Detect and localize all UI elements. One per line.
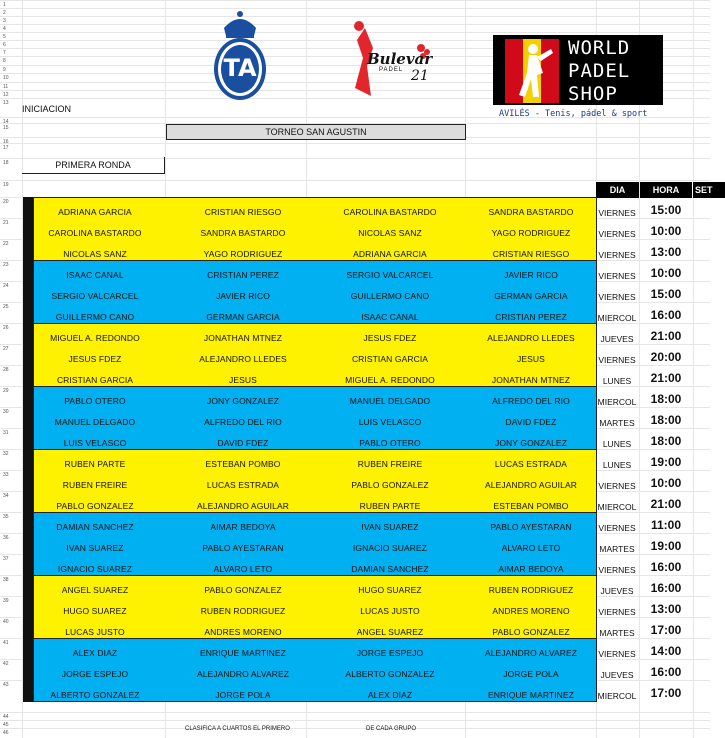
- player-cell: NICOLAS SANZ: [63, 249, 127, 259]
- player-cell: DAVID FDEZ: [217, 438, 269, 448]
- player-cell: HUGO SUAREZ: [358, 585, 422, 595]
- row-number: 36: [3, 535, 9, 541]
- row-separator: [0, 728, 710, 729]
- match-day: VIERNES: [598, 607, 636, 617]
- footer-note-2: DE CADA GRUPO: [366, 726, 417, 732]
- match-day: MIERCOL: [597, 397, 637, 407]
- player-cell: DAMIAN SANCHEZ: [351, 564, 429, 574]
- player-cell: RUBEN PARTE: [64, 459, 126, 469]
- row-number: 9: [3, 67, 6, 73]
- player-cell: ISAAC CANAL: [66, 270, 124, 280]
- player-cell: ALEJANDRO LLEDES: [199, 354, 287, 364]
- row-number: 43: [3, 682, 9, 688]
- player-cell: MIGUEL A. REDONDO: [50, 333, 140, 343]
- player-cell: ANGEL SUAREZ: [356, 627, 424, 637]
- club-crest-logo: [210, 6, 270, 102]
- player-cell: PABLO GONZALEZ: [56, 501, 134, 511]
- bulevar-number: 21: [411, 68, 429, 84]
- bulevar-padel-logo: [345, 18, 437, 100]
- player-cell: ALEJANDRO LLEDES: [487, 333, 575, 343]
- match-time: 18:00: [650, 413, 682, 427]
- player-cell: CRISTIAN GARCIA: [351, 354, 429, 364]
- row-number: 23: [3, 262, 9, 268]
- player-cell: JONY GONZALEZ: [495, 438, 567, 448]
- player-cell: MIGUEL A. REDONDO: [345, 375, 435, 385]
- column-separator: [693, 0, 694, 738]
- row-separator: [0, 712, 710, 713]
- section-label: INICIACION: [22, 104, 72, 114]
- row-number: 17: [3, 145, 9, 151]
- row-number: 1: [3, 2, 6, 8]
- match-day: VIERNES: [598, 481, 636, 491]
- row-number: 20: [3, 199, 9, 205]
- match-time: 17:00: [650, 686, 682, 700]
- player-cell: PABLO GONZALEZ: [204, 585, 282, 595]
- row-number: 41: [3, 640, 9, 646]
- footer-note-1: CLASIFICA A CUARTOS EL PRIMERO: [185, 726, 290, 732]
- player-cell: CAROLINA BASTARDO: [48, 228, 142, 238]
- shop-line-1: WORLD: [568, 37, 631, 59]
- row-number: 28: [3, 367, 9, 373]
- player-cell: LUIS VELASCO: [63, 438, 127, 448]
- player-cell: ANGEL SUAREZ: [61, 585, 129, 595]
- match-day: VIERNES: [598, 565, 636, 575]
- player-cell: IVAN SUAREZ: [361, 522, 419, 532]
- player-cell: HUGO SUAREZ: [63, 606, 127, 616]
- match-day: VIERNES: [598, 649, 636, 659]
- shop-tagline: AVILÉS - Tenis, pádel & sport: [499, 109, 648, 119]
- row-number: 19: [3, 182, 9, 188]
- match-day: VIERNES: [598, 229, 636, 239]
- player-cell: PABLO GONZALEZ: [351, 480, 429, 490]
- player-cell: PABLO OTERO: [64, 396, 126, 406]
- player-cell: JORGE POLA: [503, 669, 559, 679]
- player-cell: DAVID FDEZ: [505, 417, 557, 427]
- match-time: 21:00: [650, 329, 682, 343]
- match-time: 19:00: [650, 455, 682, 469]
- player-cell: ALEJANDRO AGUILAR: [485, 480, 577, 490]
- row-number: 4: [3, 26, 6, 32]
- player-cell: YAGO RODRIGUEZ: [203, 249, 283, 259]
- player-cell: CRISTIAN GARCIA: [56, 375, 134, 385]
- row-number: 8: [3, 58, 6, 64]
- match-day: MARTES: [599, 544, 635, 554]
- row-number: 40: [3, 619, 9, 625]
- row-number: 24: [3, 283, 9, 289]
- shop-line-2: PADEL: [568, 60, 631, 82]
- player-cell: ANDRES MORENO: [492, 606, 570, 616]
- row-number: 34: [3, 493, 9, 499]
- bulevar-name: Bulevar: [367, 50, 433, 68]
- player-cell: ESTEBAN POMBO: [205, 459, 281, 469]
- match-day: VIERNES: [598, 523, 636, 533]
- row-number: 46: [3, 730, 9, 736]
- row-number: 15: [3, 125, 9, 131]
- match-day: MIERCOL: [597, 313, 637, 323]
- player-cell: ENRIQUE MARTINEZ: [488, 690, 574, 700]
- player-cell: IVAN SUAREZ: [66, 543, 124, 553]
- row-number: 31: [3, 430, 9, 436]
- player-cell: GERMAN GARCIA: [494, 291, 568, 301]
- match-time: 16:00: [650, 581, 682, 595]
- player-cell: MANUEL DELGADO: [54, 417, 136, 427]
- row-number: 11: [3, 84, 9, 90]
- player-cell: CRISTIAN PEREZ: [495, 312, 567, 322]
- row-number: 30: [3, 409, 9, 415]
- player-cell: SERGIO VALCARCEL: [51, 291, 139, 301]
- player-cell: ALFREDO DEL RIO: [204, 417, 282, 427]
- player-cell: JORGE POLA: [215, 690, 271, 700]
- player-cell: ENRIQUE MARTINEZ: [200, 648, 286, 658]
- player-cell: AIMAR BEDOYA: [210, 522, 276, 532]
- match-day: LUNES: [602, 460, 632, 470]
- row-number: 32: [3, 451, 9, 457]
- match-time: 10:00: [650, 476, 682, 490]
- player-cell: PABLO AYESTARAN: [202, 543, 284, 553]
- match-day: MIERCOL: [597, 502, 637, 512]
- match-time: 14:00: [650, 644, 682, 658]
- row-separator: [0, 180, 710, 181]
- player-cell: IGNACIO SUAREZ: [352, 543, 428, 553]
- row-number: 29: [3, 388, 9, 394]
- player-cell: ALFREDO DEL RIO: [492, 396, 570, 406]
- match-time: 10:00: [650, 266, 682, 280]
- match-time: 17:00: [650, 623, 682, 637]
- match-day: VIERNES: [598, 250, 636, 260]
- player-cell: ANDRES MORENO: [204, 627, 282, 637]
- match-time: 10:00: [650, 224, 682, 238]
- player-cell: ALEJANDRO ALVAREZ: [484, 648, 578, 658]
- player-cell: ALBERTO GONZALEZ: [50, 690, 140, 700]
- player-cell: ALEJANDRO AGUILAR: [197, 501, 289, 511]
- player-cell: LUCAS ESTRADA: [494, 459, 568, 469]
- row-number: 39: [3, 598, 9, 604]
- player-cell: JESUS: [229, 375, 257, 385]
- row-number: 6: [3, 42, 6, 48]
- row-number: 12: [3, 92, 9, 98]
- player-cell: JONATHAN MTNEZ: [491, 375, 571, 385]
- player-cell: LUIS VELASCO: [358, 417, 422, 427]
- player-cell: JESUS: [517, 354, 545, 364]
- row-separator: [0, 720, 710, 721]
- match-day: MARTES: [599, 628, 635, 638]
- match-day: LUNES: [602, 439, 632, 449]
- player-cell: CAROLINA BASTARDO: [343, 207, 437, 217]
- match-time: 13:00: [650, 602, 682, 616]
- player-cell: RUBEN FREIRE: [62, 480, 128, 490]
- bulevar-sub: PADEL: [379, 67, 404, 73]
- row-number: 3: [3, 18, 6, 24]
- player-cell: ALEJANDRO ALVAREZ: [196, 669, 290, 679]
- player-cell: LUCAS JUSTO: [65, 627, 125, 637]
- row-number: 35: [3, 514, 9, 520]
- row-number: 27: [3, 346, 9, 352]
- player-cell: RUBEN FREIRE: [357, 459, 423, 469]
- match-time: 18:00: [650, 434, 682, 448]
- row-number: 25: [3, 304, 9, 310]
- row-number: 21: [3, 220, 9, 226]
- player-cell: DAMIAN SANCHEZ: [56, 522, 134, 532]
- player-cell: AIMAR BEDOYA: [498, 564, 564, 574]
- tournament-title: TORNEO SAN AGUSTIN: [166, 124, 466, 140]
- header-set: SET: [693, 182, 725, 198]
- player-cell: CRISTIAN RIESGO: [204, 207, 282, 217]
- row-number: 33: [3, 472, 9, 478]
- match-time: 13:00: [650, 245, 682, 259]
- round-label: PRIMERA RONDA: [22, 157, 165, 174]
- player-cell: SERGIO VALCARCEL: [346, 270, 434, 280]
- player-cell: PABLO AYESTARAN: [490, 522, 572, 532]
- player-cell: JESUS FDEZ: [363, 333, 417, 343]
- player-cell: ADRIANA GARCIA: [58, 207, 132, 217]
- row-number: 44: [3, 714, 9, 720]
- match-day: JUEVES: [600, 586, 634, 596]
- row-separator: [0, 16, 710, 17]
- match-time: 16:00: [650, 308, 682, 322]
- match-time: 21:00: [650, 497, 682, 511]
- row-number: 13: [3, 100, 9, 106]
- match-time: 11:00: [650, 518, 682, 532]
- match-time: 18:00: [650, 392, 682, 406]
- player-cell: PABLO GONZALEZ: [492, 627, 570, 637]
- player-cell: ALBERTO GONZALEZ: [345, 669, 435, 679]
- player-cell: MANUEL DELGADO: [349, 396, 431, 406]
- row-number: 5: [3, 34, 6, 40]
- match-time: 20:00: [650, 350, 682, 364]
- player-cell: ALVARO LETO: [213, 564, 273, 574]
- row-number: 45: [3, 722, 9, 728]
- match-time: 15:00: [650, 203, 682, 217]
- match-day: MIERCOL: [597, 691, 637, 701]
- row-number: 42: [3, 661, 9, 667]
- player-cell: JORGE ESPEJO: [61, 669, 129, 679]
- player-cell: LUCAS JUSTO: [360, 606, 420, 616]
- row-number: 22: [3, 241, 9, 247]
- header-dia: DIA: [596, 182, 639, 198]
- player-cell: SANDRA BASTARDO: [200, 228, 286, 238]
- player-cell: JESUS FDEZ: [68, 354, 122, 364]
- player-cell: GUILLERMO CANO: [55, 312, 135, 322]
- row-number: 16: [3, 139, 9, 145]
- player-cell: ESTEBAN POMBO: [493, 501, 569, 511]
- match-day: VIERNES: [598, 292, 636, 302]
- player-cell: ISAAC CANAL: [361, 312, 419, 322]
- match-time: 21:00: [650, 371, 682, 385]
- player-cell: ALVARO LETO: [501, 543, 561, 553]
- header-hora: HORA: [640, 182, 692, 198]
- player-cell: GUILLERMO CANO: [350, 291, 430, 301]
- match-day: JUEVES: [600, 670, 634, 680]
- player-cell: JORGE ESPEJO: [356, 648, 424, 658]
- row-number: 7: [3, 50, 6, 56]
- match-day: MARTES: [599, 418, 635, 428]
- world-padel-shop-logo: [493, 35, 663, 121]
- row-number: 2: [3, 10, 6, 16]
- match-day: VIERNES: [598, 208, 636, 218]
- player-cell: SANDRA BASTARDO: [488, 207, 574, 217]
- player-cell: IGNACIO SUAREZ: [57, 564, 133, 574]
- row-separator: [0, 0, 710, 1]
- player-cell: LUCAS ESTRADA: [206, 480, 280, 490]
- club-crest-letters: TA: [223, 54, 257, 82]
- player-cell: ALEX DIAZ: [72, 648, 118, 658]
- row-separator: [0, 8, 710, 9]
- player-cell: RUBEN PARTE: [359, 501, 421, 511]
- player-cell: JAVIER RICO: [504, 270, 558, 280]
- player-cell: YAGO RODRIGUEZ: [491, 228, 571, 238]
- player-cell: ALEX DIAZ: [367, 690, 413, 700]
- row-number: 26: [3, 325, 9, 331]
- shop-line-3: SHOP: [568, 83, 618, 105]
- player-cell: JAVIER RICO: [216, 291, 270, 301]
- match-time: 19:00: [650, 539, 682, 553]
- player-cell: PABLO OTERO: [359, 438, 421, 448]
- row-number: 18: [3, 160, 9, 166]
- player-cell: ADRIANA GARCIA: [353, 249, 427, 259]
- player-cell: CRISTIAN PEREZ: [207, 270, 279, 280]
- match-day: JUEVES: [600, 334, 634, 344]
- row-number: 10: [3, 75, 9, 81]
- player-cell: JONATHAN MTNEZ: [203, 333, 283, 343]
- row-separator: [0, 143, 710, 144]
- player-cell: NICOLAS SANZ: [358, 228, 422, 238]
- player-cell: RUBEN RODRIGUEZ: [488, 585, 574, 595]
- player-cell: CRISTIAN RIESGO: [492, 249, 570, 259]
- row-number: 38: [3, 577, 9, 583]
- match-day: VIERNES: [598, 271, 636, 281]
- match-time: 16:00: [650, 560, 682, 574]
- match-time: 16:00: [650, 665, 682, 679]
- match-day: LUNES: [602, 376, 632, 386]
- row-number: 14: [3, 119, 9, 125]
- match-time: 15:00: [650, 287, 682, 301]
- player-cell: GERMAN GARCIA: [206, 312, 280, 322]
- player-cell: RUBEN RODRIGUEZ: [200, 606, 286, 616]
- row-number: 37: [3, 556, 9, 562]
- player-cell: JONY GONZALEZ: [207, 396, 279, 406]
- match-day: VIERNES: [598, 355, 636, 365]
